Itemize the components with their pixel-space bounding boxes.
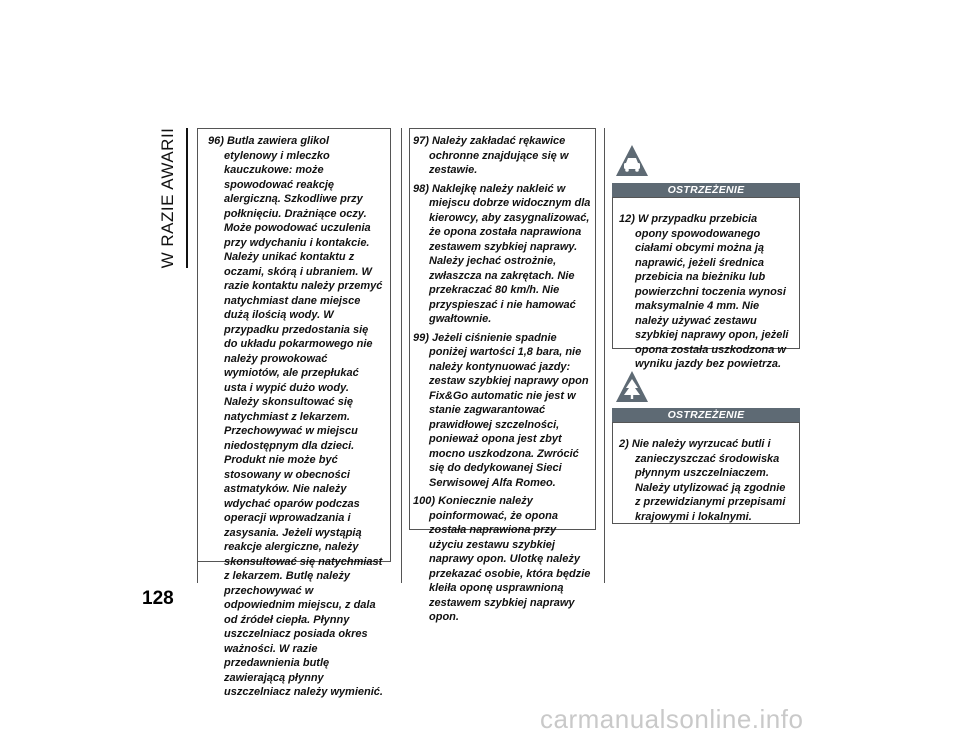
- environment-tree-icon: [614, 369, 650, 405]
- note-99: 99) Jeżeli ciśnienie spadnie poniżej wartości 1,8 bara, nie należy kontynuować jazdy: zestaw szybkiej naprawy opon Fix&Go automatic nie jest w stanie zagwarantować prawidłowej szczelności, ponieważ opona jest zbyt mocno uszkodzona. Zwrócić się do dedykowanej Sieci Serwisowej Alfa Romeo.: [413, 331, 589, 489]
- warning-box-2: [612, 422, 800, 524]
- section-title-text: W RAZIE AWARII: [158, 127, 177, 269]
- notes-box-col1: [197, 128, 391, 698]
- warning-12: 12) W przypadku przebicia opony spowodowanego ciałami obcymi można ją naprawić, jeżeli średnica przebicia na bieżniku lub powierzchni toczenia wynosi maksymalnie 4 mm. Nie należy używać zestawu szybkiej naprawy opon, jeżeli opona została uszkodzona w wyniku jazdy bez powietrza.: [619, 213, 789, 370]
- warning-header-1: OSTRZEŻENIE: [612, 183, 800, 197]
- warning-box-1: [612, 197, 800, 370]
- note-98: 98) Naklejkę należy nakleić w miejscu dobrze widocznym dla kierowcy, aby zasygnalizować, że opona została naprawiona zestawem szybkiej naprawy. Należy jechać ostrożnie, zwłaszcza na zakrętach. Nie przekraczać 80 km/h. Nie przyspieszać i nie hamować gwałtownie.: [413, 182, 591, 325]
- notes-box-col2: [409, 128, 596, 623]
- notes-list-col2: [413, 134, 591, 625]
- section-divider: [186, 128, 188, 268]
- watermark: carmanualsonline.info: [540, 704, 804, 734]
- warning-list-2: [619, 437, 793, 524]
- page-number: 128: [142, 588, 174, 609]
- section-title: [158, 128, 178, 268]
- column-separator-middle: [401, 128, 402, 583]
- car-warning-icon: [614, 143, 650, 179]
- note-97: 97) Należy zakładać rękawice ochronne znajdujące się w zestawie.: [413, 135, 569, 176]
- warning-list-1: [619, 212, 793, 372]
- note-96: 96) Butla zawiera glikol etylenowy i mleczko kauczukowe: może spowodować reakcję alergiczną. Szkodliwe przy połknięciu. Drażniące oczy. Może powodować uczulenia przy wdychaniu i kontakcie. Należy unikać kontaktu z oczami, skórą i ubraniem. W razie kontaktu należy przemyć natychmiast dane miejsce dużą ilością wody. W przypadku przedostania się do układu pokarmowego nie należy prowokować wymiotów, ale przepłukać usta i wypić dużo wody. Należy skonsultować się natychmiast z lekarzem. Przechowywać w miejscu niedostępnym dla dzieci. Produkt nie może być stosowany w obecności astmatyków. Nie należy wdychać oparów podczas operacji wprowadzania i zasysania. Jeżeli wystąpią reakcje alergiczne, należy skonsultować się natychmiast z lekarzem. Butlę należy przechowywać w odpowiednim miejscu, z dala od źródeł ciepła. Płynny uszczelniacz posiada okres ważności. W razie przedawnienia butlę zawierającą płynny uszczelniacz należy wymienić.: [208, 135, 383, 698]
- notes-list-col1: [208, 134, 384, 700]
- column-separator-right: [604, 128, 605, 583]
- warning-header-2: OSTRZEŻENIE: [612, 408, 800, 422]
- note-100: 100) Koniecznie należy poinformować, że opona została naprawiona przy użyciu zestawu szybkiej naprawy opon. Ulotkę należy przekazać osobie, która będzie kleiła oponę usprawnioną zestawem szybkiej naprawy opon.: [413, 495, 591, 623]
- warning-2: 2) Nie należy wyrzucać butli i zanieczyszczać środowiska płynnym uszczelniaczem. Należy utylizować ją zgodnie z przewidzianymi przepisami krajowymi i lokalnymi.: [619, 438, 786, 523]
